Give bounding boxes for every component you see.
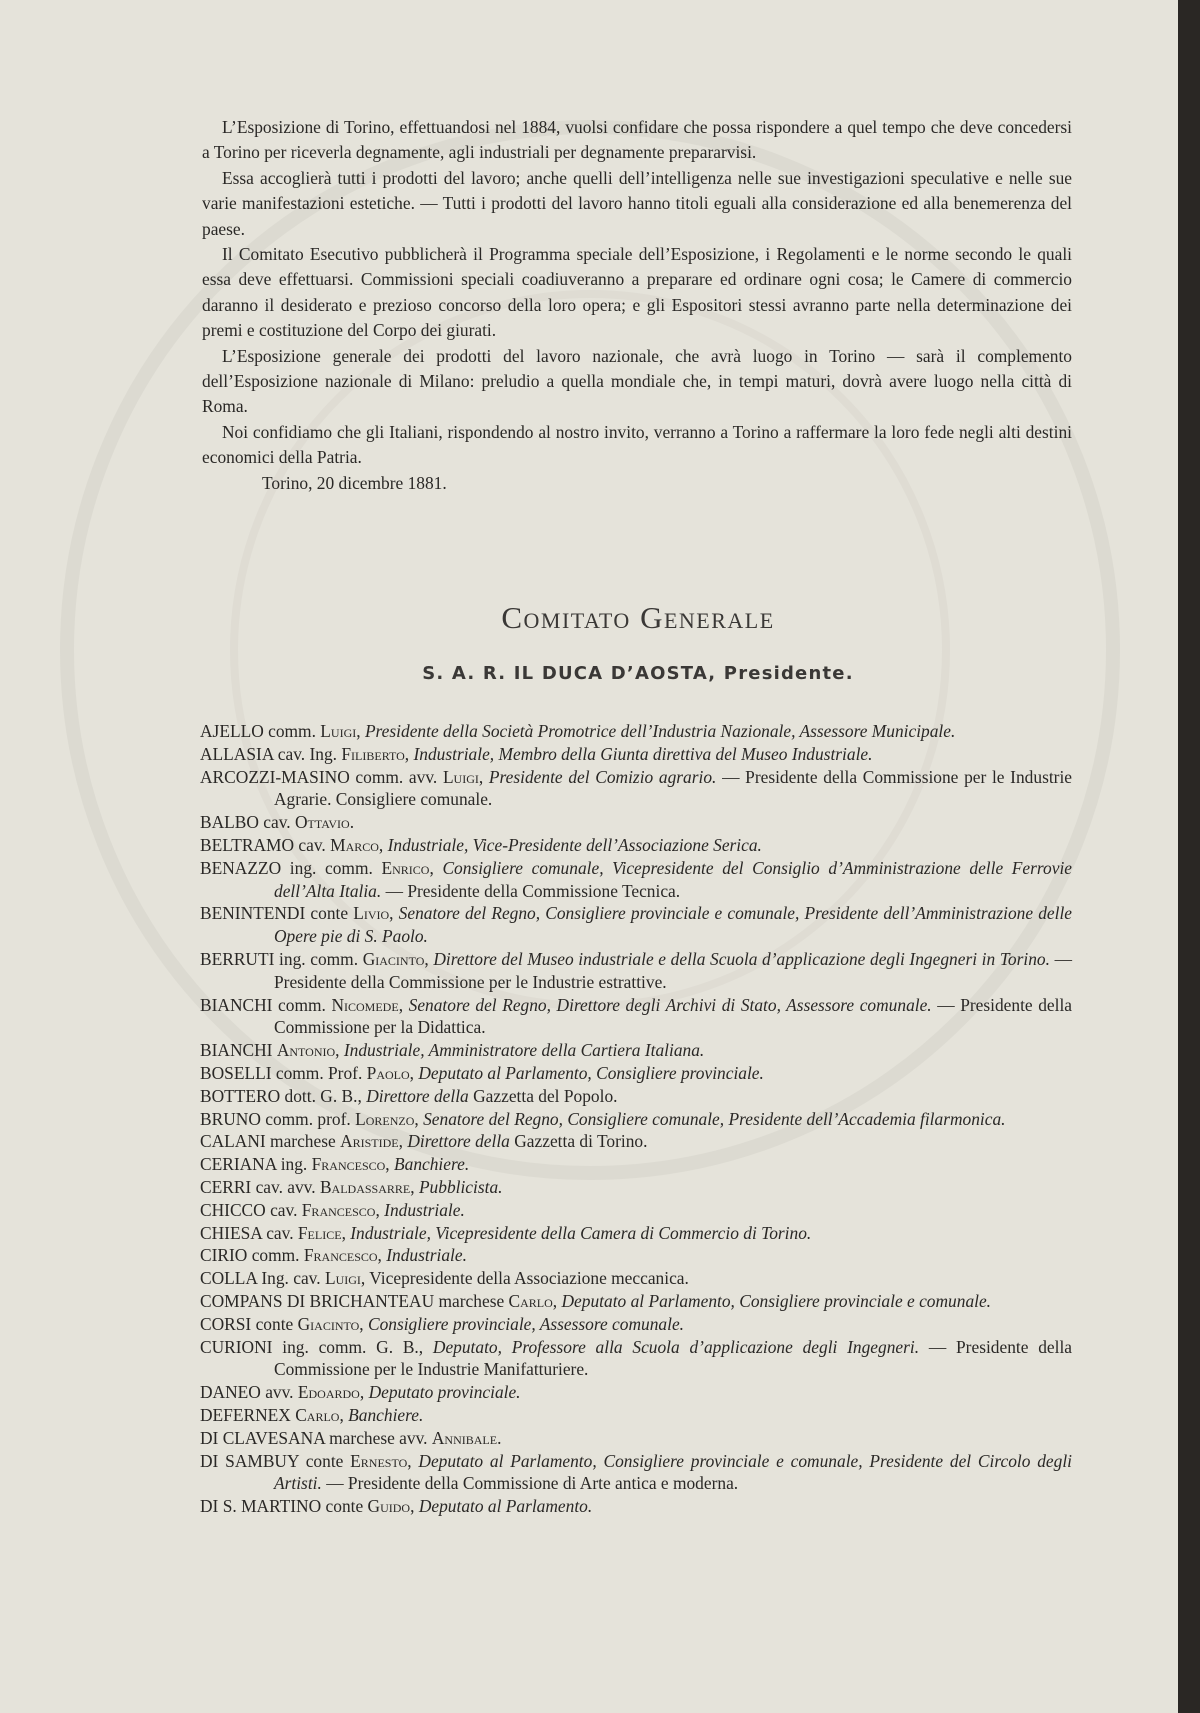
- member-first-name: Giacinto: [362, 948, 425, 969]
- member-title-prefix: marchese avv.: [324, 1427, 432, 1448]
- member-first-name: Antonio: [276, 1040, 336, 1061]
- member-entry: [200, 1153, 1072, 1176]
- member-separator: ,: [359, 1313, 368, 1334]
- member-role: Deputato, Professore alla Scuola d’applicazione degli Ingegneri.: [432, 1336, 920, 1357]
- member-role: Pubblicista.: [418, 1176, 503, 1197]
- member-entry: [200, 1130, 1072, 1153]
- member-entry: [200, 1085, 1072, 1108]
- member-entry: [200, 1222, 1072, 1245]
- member-entry: [200, 994, 1072, 1040]
- member-entry: [200, 834, 1072, 857]
- member-extra: — Presidente della Commissione Tecnica.: [381, 880, 681, 901]
- intro-paragraph: Noi confidiamo che gli Italiani, rispondendo al nostro invito, verranno a Torino a raffermare la loro fede negli alti destini economici della Patria.: [202, 421, 1072, 468]
- member-surname: BENAZZO: [200, 857, 282, 878]
- member-separator: ,: [409, 1062, 419, 1083]
- member-first-name: Enrico: [381, 857, 430, 878]
- member-title-prefix: ing.: [276, 1154, 312, 1175]
- member-role: Senatore del Regno, Consigliere provinciale e comunale, Presidente dell’Amministrazione delle Opere pie di S. Paolo.: [274, 903, 1072, 947]
- member-separator: ,: [410, 1496, 419, 1517]
- member-separator: ,: [385, 1154, 394, 1175]
- member-first-name: Livio: [353, 903, 390, 924]
- member-surname: ALLASIA: [200, 743, 274, 764]
- member-title-prefix: conte: [305, 903, 354, 924]
- member-separator: ,: [552, 1290, 562, 1311]
- member-entry: [200, 1176, 1072, 1199]
- member-first-name: Lorenzo: [355, 1108, 415, 1129]
- member-title-prefix: cav.: [294, 834, 331, 855]
- member-entry: [200, 720, 1072, 743]
- member-surname: DEFERNEX: [200, 1404, 291, 1425]
- member-title-prefix: ing. comm.: [281, 857, 382, 878]
- member-surname: COLLA: [200, 1268, 258, 1289]
- member-role: Direttore del Museo industriale e della Scuola d’applicazione degli Ingegneri in Torino.: [433, 948, 1050, 969]
- member-title-prefix: comm.: [263, 721, 321, 741]
- member-role: Industriale.: [384, 1199, 465, 1220]
- member-separator: ,: [341, 1222, 351, 1243]
- member-entry: [200, 1427, 1072, 1450]
- member-title-prefix: conte: [321, 1496, 368, 1517]
- member-title-prefix: comm. prof.: [260, 1108, 356, 1129]
- member-first-name: Marco: [330, 834, 379, 855]
- member-first-name: Baldassarre: [319, 1176, 411, 1197]
- member-first-name: Filiberto: [341, 743, 405, 764]
- member-title-prefix: dott. G. B.,: [280, 1085, 367, 1106]
- member-first-name: Edoardo: [297, 1382, 360, 1403]
- member-surname: CORSI: [200, 1313, 252, 1334]
- member-surname: CHICCO: [200, 1199, 266, 1220]
- member-role: Direttore della: [407, 1131, 510, 1152]
- member-surname: BIANCHI: [200, 994, 273, 1015]
- member-separator: ,: [378, 834, 388, 855]
- member-separator: ,: [410, 1176, 419, 1197]
- member-entry: [200, 902, 1072, 948]
- member-entry: [200, 811, 1072, 834]
- member-surname: CURIONI: [200, 1336, 273, 1357]
- member-title-prefix: comm. avv.: [349, 766, 443, 787]
- member-role: Direttore della: [366, 1085, 469, 1106]
- member-first-name: Carlo: [508, 1290, 553, 1311]
- member-first-name: Francesco: [303, 1245, 378, 1266]
- binding-edge: [1178, 0, 1200, 1713]
- member-surname: COMPANS DI BRICHANTEAU: [200, 1290, 435, 1311]
- member-role: Industriale, Vice-Presidente dell’Associazione Serica.: [387, 834, 762, 855]
- intro-paragraph: Il Comitato Esecutivo pubblicherà il Programma speciale dell’Esposizione, i Regolamenti e le norme secondo le quali essa deve effettuarsi. Commissioni speciali coadiuveranno a preparare ed ordinare ogni cosa; le Camere di commercio daranno il desiderato e prezioso concorso della loro opera; e gli Espositori stessi avranno parte nella determinazione dei premi e costituzione del Corpo dei giurati.: [202, 244, 1072, 341]
- member-title-prefix: cav.: [258, 812, 295, 833]
- member-separator: ,: [414, 1108, 424, 1129]
- member-extra: — Presidente della Commissione di Arte antica e moderna.: [321, 1473, 739, 1494]
- member-role: Banchiere.: [394, 1154, 470, 1175]
- member-role: Presidente della Società Promotrice dell’Industria Nazionale, Assessore Municipale.: [364, 721, 956, 741]
- member-surname: CALANI: [200, 1131, 266, 1152]
- member-role: Deputato al Parlamento, Consigliere provinciale e comunale, Presidente del Circolo degli Artisti.: [274, 1450, 1072, 1494]
- member-entry: [200, 1313, 1072, 1336]
- member-role: Industriale, Membro della Giunta direttiva del Museo Industriale.: [413, 743, 873, 764]
- member-entry: [200, 1290, 1072, 1313]
- member-separator: .: [497, 1427, 502, 1448]
- member-separator: ,: [360, 1268, 370, 1289]
- member-title-prefix: cav. avv.: [251, 1176, 320, 1197]
- member-separator: ,: [389, 903, 399, 924]
- member-surname: DANEO: [200, 1382, 261, 1403]
- member-surname: CHIESA: [200, 1222, 262, 1243]
- member-role: Deputato al Parlamento, Consigliere provinciale.: [418, 1062, 764, 1083]
- member-first-name: Guido: [367, 1496, 411, 1517]
- member-surname: DI SAMBUY: [200, 1450, 299, 1471]
- member-entry: [200, 1450, 1072, 1496]
- member-entry: [200, 1267, 1072, 1290]
- member-entry: [200, 1381, 1072, 1404]
- member-surname: ARCOZZI-MASINO: [200, 766, 350, 787]
- member-first-name: Giacinto: [297, 1313, 360, 1334]
- member-separator: ,: [398, 994, 409, 1015]
- member-entry: [200, 1336, 1072, 1382]
- member-role: Presidente del Comizio agrario.: [488, 766, 717, 787]
- member-title-prefix: cav.: [265, 1199, 302, 1220]
- member-role: Industriale.: [386, 1245, 467, 1266]
- member-entry: [200, 1199, 1072, 1222]
- member-extra: Gazzetta del Popolo.: [468, 1085, 618, 1106]
- intro-text: [202, 115, 1072, 496]
- member-surname: CIRIO: [200, 1245, 248, 1266]
- member-title-prefix: cav. Ing.: [273, 743, 342, 764]
- member-title-prefix: Ing. cav.: [257, 1268, 325, 1289]
- member-role: Deputato provinciale.: [368, 1382, 521, 1403]
- member-surname: BENINTENDI: [200, 903, 306, 924]
- member-extra: — Presidente della Commissione per le Industrie estrattive.: [274, 948, 1072, 992]
- member-surname: CERIANA: [200, 1154, 277, 1175]
- member-title-prefix: comm.: [247, 1245, 304, 1266]
- section-title: Comitato Generale: [501, 600, 775, 635]
- member-first-name: Annibale: [431, 1427, 498, 1448]
- member-role: Senatore del Regno, Direttore degli Archivi di Stato, Assessore comunale.: [408, 994, 932, 1015]
- member-role: Deputato al Parlamento.: [418, 1496, 593, 1517]
- member-role: Industriale, Vicepresidente della Camera di Commercio di Torino.: [350, 1222, 812, 1243]
- member-first-name: Luigi: [320, 721, 357, 741]
- member-title-prefix: comm. Prof.: [271, 1062, 367, 1083]
- member-separator: ,: [429, 857, 443, 878]
- member-separator: ,: [424, 948, 434, 969]
- member-surname: DI S. MARTINO: [200, 1496, 322, 1517]
- member-separator: ,: [375, 1199, 385, 1220]
- signature-line: Torino, 20 dicembre 1881.: [262, 472, 447, 493]
- member-extra: — Presidente della Commissione per la Didattica.: [274, 994, 1073, 1038]
- member-surname: CERRI: [200, 1176, 252, 1197]
- member-first-name: Felice: [297, 1222, 342, 1243]
- member-list: [200, 720, 1072, 1518]
- intro-paragraph: L’Esposizione di Torino, effettuandosi nel 1884, vuolsi confidare che possa rispondere a quel tempo che deve concedersi a Torino per riceverla degnamente, agli industriali per degnamente prepararvisi.: [202, 117, 1072, 163]
- member-first-name: Francesco: [311, 1154, 386, 1175]
- member-separator: ,: [398, 1131, 408, 1152]
- member-surname: BELTRAMO: [200, 834, 295, 855]
- member-surname: BERRUTI: [200, 948, 275, 969]
- member-role: Deputato al Parlamento, Consigliere provinciale e comunale.: [561, 1290, 992, 1311]
- member-title-prefix: conte: [251, 1313, 298, 1334]
- member-title-prefix: comm.: [272, 994, 332, 1015]
- member-title-prefix: ing. comm. G. B.,: [272, 1336, 433, 1357]
- member-entry: [200, 948, 1072, 994]
- member-extra: Gazzetta di Torino.: [509, 1131, 648, 1152]
- member-surname: BALBO: [200, 812, 259, 833]
- member-surname: BOSELLI: [200, 1062, 272, 1083]
- member-surname: BRUNO: [200, 1108, 261, 1129]
- member-title-prefix: ing. comm.: [274, 948, 363, 969]
- member-role: Consigliere comunale, Vicepresidente del Consiglio d’Amministrazione delle Ferrovie dell’Alta Italia.: [274, 857, 1072, 901]
- member-entry: [200, 1495, 1072, 1518]
- member-first-name: Luigi: [442, 766, 479, 787]
- member-role: Consigliere provinciale, Assessore comunale.: [367, 1313, 685, 1334]
- intro-paragraph: Essa accoglierà tutti i prodotti del lavoro; anche quelli dell’intelligenza nelle sue investigazioni speculative e nelle sue varie manifestazioni estetiche. — Tutti i prodotti del lavoro hanno titoli eguali alla considerazione ed alla benemerenza del paese.: [202, 167, 1072, 239]
- member-entry: [200, 743, 1072, 766]
- member-surname: BIANCHI: [200, 1040, 273, 1061]
- member-extra: — Presidente della Commissione per le Industrie Manifatturiere.: [274, 1336, 1073, 1380]
- member-first-name: Paolo: [366, 1062, 410, 1083]
- member-first-name: Luigi: [324, 1268, 361, 1289]
- member-entry: [200, 1108, 1072, 1131]
- member-separator: .: [349, 812, 355, 833]
- member-entry: [200, 1404, 1072, 1427]
- member-separator: ,: [404, 743, 414, 764]
- member-first-name: Aristide: [340, 1131, 399, 1152]
- member-separator: ,: [356, 721, 365, 741]
- member-extra: Vicepresidente della Associazione meccanica.: [369, 1268, 689, 1289]
- member-separator: ,: [335, 1040, 344, 1061]
- member-extra: — Presidente della Commissione per le Industrie Agrarie. Consigliere comunale.: [274, 766, 1073, 810]
- member-first-name: Francesco: [301, 1199, 376, 1220]
- member-title-prefix: conte: [298, 1450, 351, 1471]
- president-line: S. A. R. IL DUCA D’AOSTA, Presidente.: [422, 663, 854, 684]
- member-separator: ,: [478, 766, 489, 787]
- member-surname: AJELLO: [200, 721, 264, 741]
- member-first-name: Carlo: [295, 1404, 340, 1425]
- member-role: Banchiere.: [348, 1404, 424, 1425]
- member-title-prefix: marchese: [434, 1290, 509, 1311]
- member-first-name: Ottavio: [295, 812, 350, 833]
- member-role: Senatore del Regno, Consigliere comunale, Presidente dell’Accademia filarmonica.: [423, 1108, 1006, 1129]
- member-role: Industriale, Amministratore della Cartiera Italiana.: [343, 1040, 705, 1061]
- member-surname: DI CLAVESANA: [200, 1427, 325, 1448]
- member-separator: ,: [359, 1382, 369, 1403]
- member-separator: ,: [407, 1450, 419, 1471]
- member-entry: [200, 857, 1072, 903]
- member-title-prefix: marchese: [265, 1131, 341, 1152]
- member-entry: [200, 1244, 1072, 1267]
- member-separator: ,: [377, 1245, 387, 1266]
- member-entry: [200, 766, 1072, 812]
- member-title-prefix: cav.: [261, 1222, 298, 1243]
- member-first-name: Ernesto: [350, 1450, 408, 1471]
- intro-paragraph: L’Esposizione generale dei prodotti del lavoro nazionale, che avrà luogo in Torino — sarà il complemento dell’Esposizione nazionale di Milano: preludio a quella mondiale che, in tempi maturi, dovrà avere luogo nella città di Roma.: [202, 345, 1072, 417]
- member-separator: ,: [339, 1404, 349, 1425]
- member-entry: [200, 1062, 1072, 1085]
- member-entry: [200, 1039, 1072, 1062]
- member-title-prefix: avv.: [260, 1382, 298, 1403]
- member-first-name: Nicomede: [331, 994, 399, 1015]
- member-surname: BOTTERO: [200, 1085, 281, 1106]
